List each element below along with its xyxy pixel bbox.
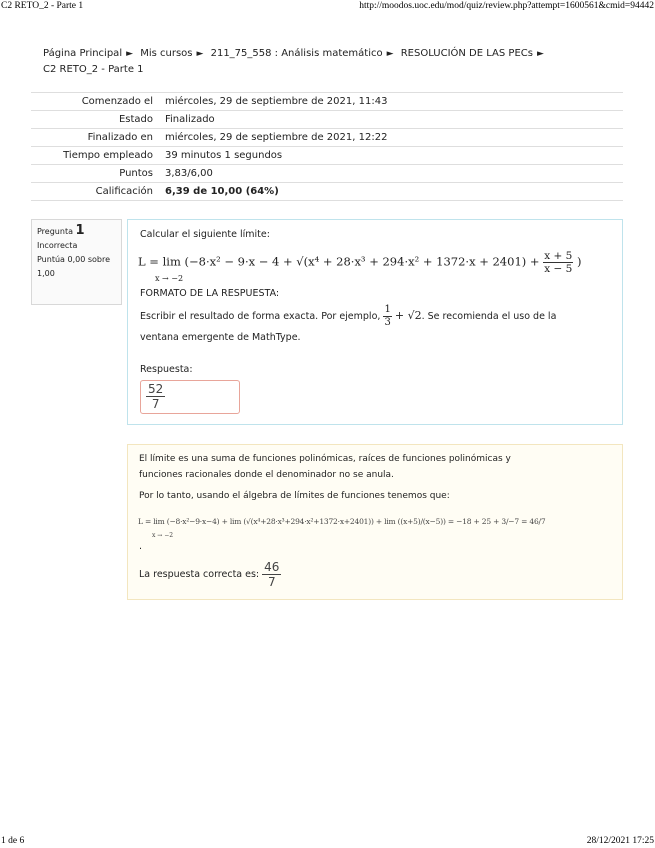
summary-row-started	[31, 93, 623, 111]
example-denominator: 3	[384, 317, 391, 328]
format-text-a: Escribir el resultado de forma exacta. Por ejemplo,	[140, 311, 381, 322]
summary-label: Comenzado el	[31, 93, 159, 111]
breadcrumb-my-courses[interactable]: Mis cursos	[140, 48, 193, 59]
answer-label: Respuesta:	[140, 364, 193, 375]
question-content	[127, 219, 623, 425]
formula-frac-denominator: x − 5	[544, 263, 573, 275]
breadcrumb-separator-icon: ►	[196, 49, 204, 59]
summary-row-state	[31, 111, 623, 129]
summary-label: Finalizado en	[31, 129, 159, 147]
question-prompt: Calcular el siguiente límite:	[140, 229, 270, 240]
question-label: Pregunta	[37, 227, 73, 236]
answer-denominator: 7	[151, 397, 160, 411]
question-state: Incorrecta	[37, 241, 78, 250]
summary-label: Calificación	[31, 183, 159, 201]
answer-value	[146, 382, 165, 412]
summary-row-time	[31, 147, 623, 165]
summary-value: miércoles, 29 de septiembre de 2021, 12:22	[159, 129, 623, 147]
example-numerator: 1	[384, 304, 391, 315]
summary-row-grade	[31, 183, 623, 201]
correct-answer	[139, 558, 281, 592]
summary-value	[159, 183, 623, 201]
format-heading: FORMATO DE LA RESPUESTA:	[140, 288, 280, 299]
formula-fraction	[543, 250, 573, 275]
answer-input[interactable]	[140, 380, 240, 414]
format-text-b: . Se recomienda el uso de la	[421, 311, 557, 322]
summary-label: Tiempo empleado	[31, 147, 159, 165]
summary-value: 3,83/6,00	[159, 165, 623, 183]
summary-value: miércoles, 29 de septiembre de 2021, 11:43	[159, 93, 623, 111]
formula-limit-sub: x → −2	[155, 274, 184, 283]
breadcrumb	[43, 46, 603, 78]
question-formula: L = lim (−8·x² − 9·x − 4 + √(x⁴ + 28·x³ + 294·x² + 1372·x + 2401) + $\frac{x + 5}{x - 5}$ )	[138, 250, 582, 275]
feedback-p1-line2: funciones racionales donde el denominador no se anula.	[139, 470, 394, 480]
correct-answer-value	[262, 560, 281, 590]
breadcrumb-separator-icon: ►	[386, 49, 394, 59]
question-info-box	[31, 219, 122, 305]
format-text-c: ventana emergente de MathType.	[140, 332, 301, 343]
feedback-dot: .	[139, 541, 143, 552]
answer-numerator: 52	[148, 382, 164, 396]
summary-label: Puntos	[31, 165, 159, 183]
print-header-title: C2 RETO_2 - Parte 1	[1, 1, 84, 11]
breadcrumb-course[interactable]: 211_75_558 : Análisis matemático	[210, 48, 383, 59]
breadcrumb-section[interactable]: RESOLUCIÓN DE LAS PECs	[400, 48, 533, 59]
breadcrumb-quiz[interactable]: C2 RETO_2 - Parte 1	[43, 64, 144, 75]
breadcrumb-separator-icon: ►	[536, 49, 544, 59]
formula-main: L = lim (−8·x² − 9·x − 4 + √(x⁴ + 28·x³ + 294·x² + 1372·x + 2401) +	[138, 254, 540, 269]
breadcrumb-separator-icon: ►	[126, 49, 134, 59]
summary-label: Estado	[31, 111, 159, 129]
print-footer-datetime: 28/12/2021 17:25	[586, 836, 654, 846]
question-grade-line2: 1,00	[37, 269, 55, 278]
question-grade-line1: Puntúa 0,00 sobre	[37, 255, 111, 264]
breadcrumb-home[interactable]: Página Principal	[43, 48, 123, 59]
print-header-url: http://moodos.uoc.edu/mod/quiz/review.php?attempt=1600561&cmid=94442	[359, 1, 654, 11]
feedback-p1-line1: El límite es una suma de funciones polinómicas, raíces de funciones polinómicas y	[139, 454, 511, 464]
question-number	[37, 224, 116, 239]
question-number-value: 1	[75, 223, 85, 238]
feedback-formula-sub: x → −2	[152, 532, 174, 539]
feedback-formula: L = lim (−8·x²−9·x−4) + lim (√(x⁴+28·x³+294·x²+1372·x+2401)) + lim ((x+5)/(x−5)) = −18 + 25 + 3/−7 = 46/7	[138, 517, 546, 526]
example-rest: + √2	[394, 309, 422, 322]
summary-value: 39 minutos 1 segundos	[159, 147, 623, 165]
summary-row-points	[31, 165, 623, 183]
feedback-box	[127, 444, 623, 600]
example-fraction	[383, 304, 391, 329]
summary-row-finished	[31, 129, 623, 147]
correct-numerator: 46	[264, 559, 280, 574]
grade-value: 6,39 de 10,00 (64%)	[165, 186, 279, 197]
format-text	[140, 303, 556, 330]
print-footer-page: 1 de 6	[1, 836, 25, 846]
attempt-summary-table	[31, 92, 623, 201]
correct-denominator: 7	[267, 574, 276, 589]
feedback-p2: Por lo tanto, usando el álgebra de límites de funciones tenemos que:	[139, 491, 450, 501]
formula-frac-numerator: x + 5	[544, 250, 573, 262]
correct-answer-label: La respuesta correcta es:	[139, 569, 260, 580]
summary-value: Finalizado	[159, 111, 623, 129]
